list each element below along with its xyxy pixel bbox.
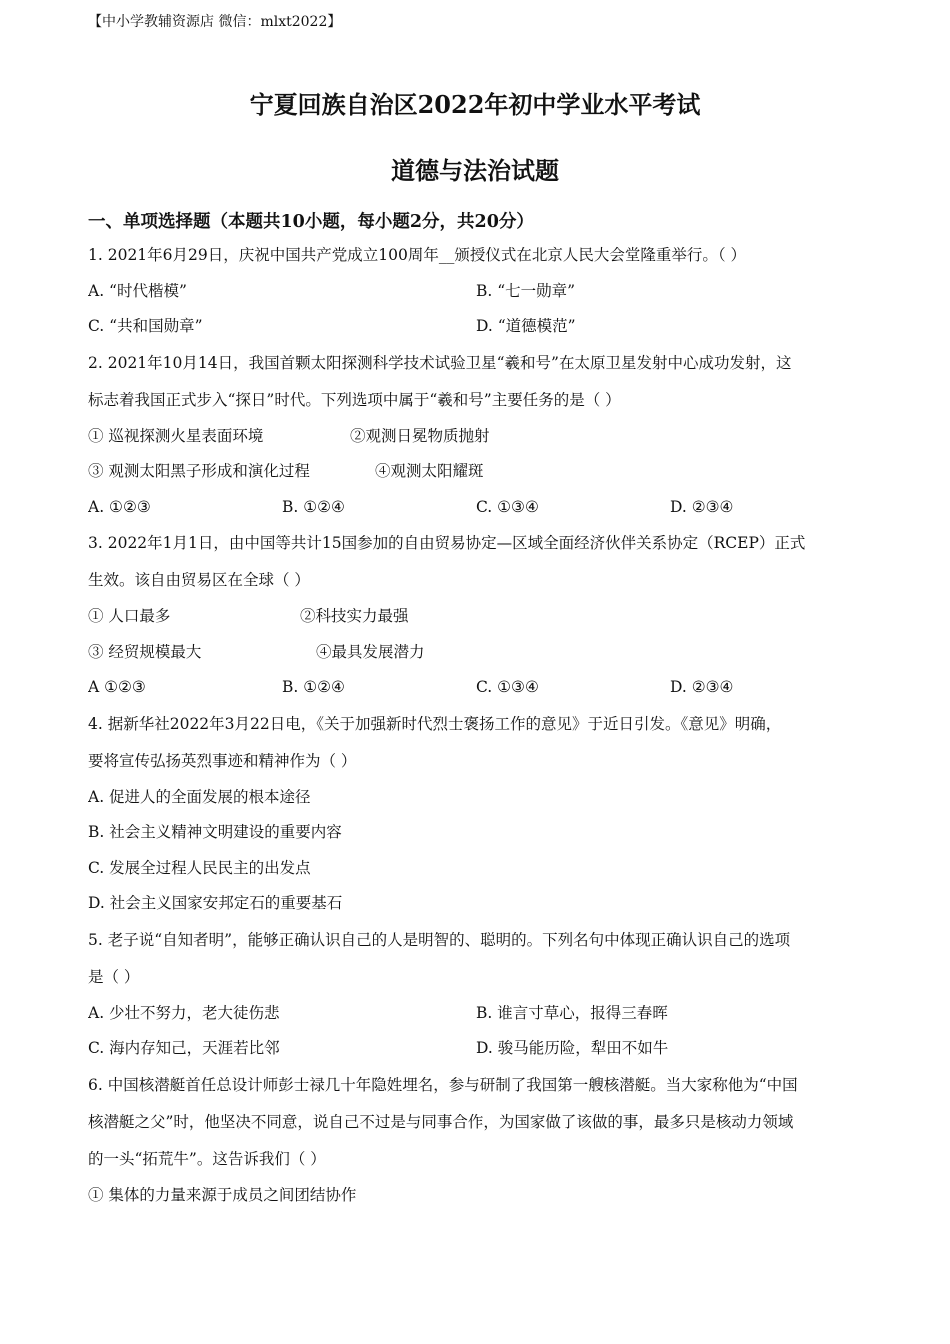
statement-row	[88, 635, 858, 671]
question-3	[88, 525, 858, 706]
question-stem: 要将宣传弘扬英烈事迹和精神作为（ ）	[88, 751, 357, 770]
question-stem: 2. 2021年10月14日，我国首颗太阳探测科学技术试验卫星“羲和号”在太原卫星发射中心成功发射，这	[88, 353, 792, 372]
option-row	[88, 1031, 858, 1067]
option-b[interactable]: B. “七一勋章”	[476, 281, 576, 300]
option-row	[88, 490, 858, 526]
option-d[interactable]: D. 骏马能历险，犁田不如牛	[476, 1039, 669, 1057]
statement-row	[88, 419, 858, 455]
statement-4: ④最具发展潜力	[316, 642, 425, 661]
statement-1: ① 集体的力量来源于成员之间团结协作	[88, 1185, 357, 1204]
option-row	[88, 309, 858, 345]
question-stem: 是（ ）	[88, 967, 140, 986]
option-b[interactable]: B. 谁言寸草心，报得三春晖	[476, 1003, 668, 1022]
statement-3: ③ 经贸规模最大	[88, 642, 202, 661]
question-stem: 5. 老子说“自知者明”，能够正确认识自己的人是明智的、聪明的。下列名句中体现正确认识自己的选项	[88, 930, 791, 949]
question-stem: 核潜艇之父”时，他坚决不同意，说自己不过是与同事合作，为国家做了该做的事，最多只是核动力领域	[88, 1112, 794, 1131]
option-row	[88, 274, 858, 310]
statement-2: ②科技实力最强	[300, 607, 409, 625]
statement-1: ① 巡视探测火星表面环境	[88, 426, 264, 445]
option-a[interactable]: A ①②③	[88, 678, 146, 696]
option-b[interactable]: B. ①②④	[282, 497, 345, 516]
exam-subtitle: 道德与法治试题	[391, 156, 559, 185]
question-stem: 3. 2022年1月1日，由中国等共计15国参加的自由贸易协定—区域全面经济伙伴关系协定（RCEP）正式	[88, 534, 806, 552]
option-c[interactable]: C. ①③④	[476, 497, 539, 516]
exam-title: 宁夏回族自治区2022年初中学业水平考试	[249, 90, 701, 119]
question-stem: 4. 据新华社2022年3月22日电，《关于加强新时代烈士褒扬工作的意见》于近日引发。《意见》明确，	[88, 714, 782, 733]
exam-content	[88, 206, 858, 1213]
option-b[interactable]: B. ①②④	[282, 678, 345, 696]
question-2	[88, 345, 858, 526]
statement-1: ① 人口最多	[88, 607, 171, 625]
option-a[interactable]: A. 少壮不努力，老大徒伤悲	[88, 1003, 280, 1022]
statement-row	[88, 454, 858, 490]
statement-row	[88, 599, 858, 635]
option-row	[88, 670, 858, 706]
option-c[interactable]: C. 发展全过程人民民主的出发点	[88, 858, 311, 877]
statement-2: ②观测日冕物质抛射	[350, 426, 490, 445]
question-stem: 1. 2021年6月29日，庆祝中国共产党成立100周年__颁授仪式在北京人民大会堂隆重举行。（ ）	[88, 246, 747, 264]
question-4	[88, 706, 858, 922]
option-d[interactable]: D. “道德模范”	[476, 317, 576, 335]
option-d[interactable]: D. ②③④	[670, 497, 734, 516]
option-c[interactable]: C. “共和国勋章”	[88, 317, 203, 335]
section-heading: 一、单项选择题（本题共10小题，每小题2分，共20分）	[88, 212, 534, 232]
question-5	[88, 922, 858, 1067]
question-stem: 标志着我国正式步入“探日”时代。下列选项中属于“羲和号”主要任务的是（ ）	[88, 390, 621, 409]
header-note: 【中小学教辅资源店 微信：mlxt2022】	[88, 14, 342, 30]
statement-4: ④观测太阳耀斑	[375, 462, 484, 480]
option-c[interactable]: C. 海内存知己，天涯若比邻	[88, 1039, 280, 1057]
question-1	[88, 238, 858, 345]
option-a[interactable]: A. “时代楷模”	[88, 281, 187, 300]
option-a[interactable]: A. 促进人的全面发展的根本途径	[88, 787, 311, 806]
option-a[interactable]: A. ①②③	[88, 497, 151, 516]
statement-3: ③ 观测太阳黑子形成和演化过程	[88, 462, 310, 480]
question-stem: 生效。该自由贸易区在全球（ ）	[88, 571, 310, 589]
option-d[interactable]: D. 社会主义国家安邦定石的重要基石	[88, 894, 343, 912]
option-row	[88, 996, 858, 1032]
question-stem: 的一头“拓荒牛”。这告诉我们（ ）	[88, 1149, 326, 1168]
question-stem: 6. 中国核潜艇首任总设计师彭士禄几十年隐姓埋名，参与研制了我国第一艘核潜艇。当大家称他为“中国	[88, 1075, 798, 1094]
option-d[interactable]: D. ②③④	[670, 678, 734, 696]
question-6	[88, 1067, 858, 1214]
option-c[interactable]: C. ①③④	[476, 678, 539, 696]
option-b[interactable]: B. 社会主义精神文明建设的重要内容	[88, 823, 342, 841]
